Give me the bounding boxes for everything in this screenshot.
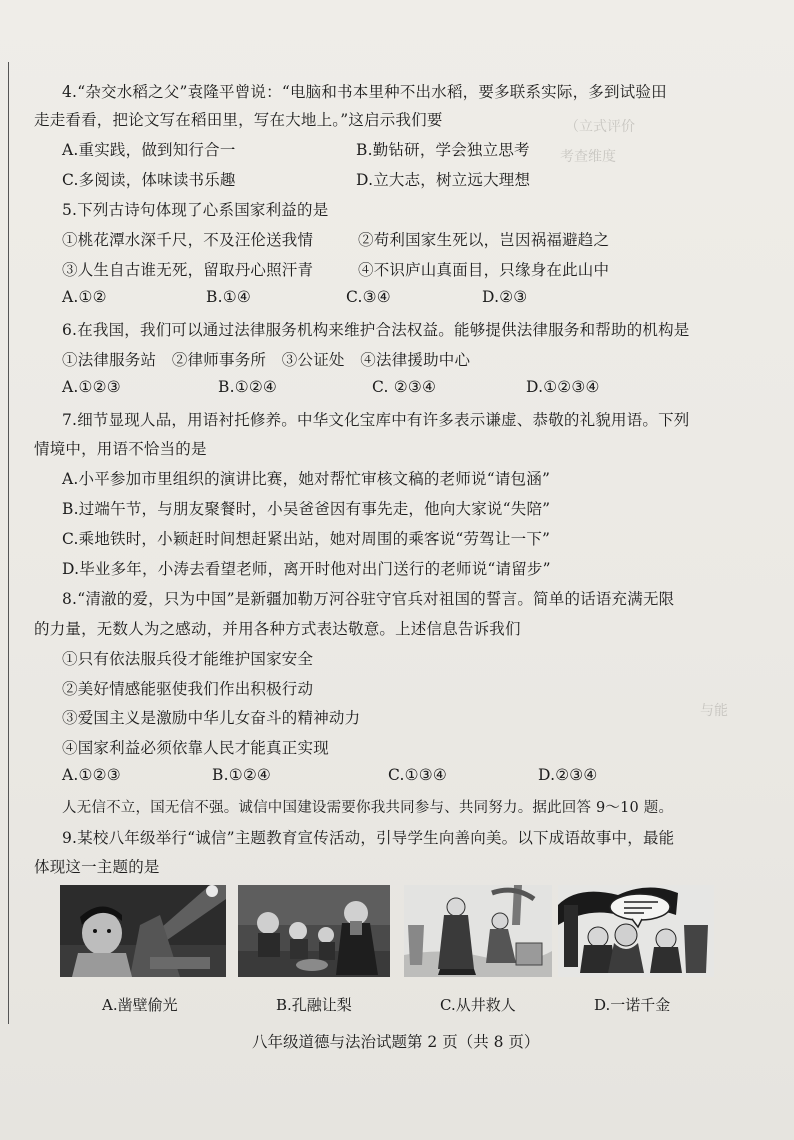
page-footer: 八年级道德与法治试题第 2 页（共 8 页）	[252, 1033, 540, 1051]
q8-stem-line1: 8.“清澈的爱，只为中国”是新疆加勒万河谷驻守官兵对祖国的誓言。简单的话语充满无限	[62, 590, 675, 608]
q4-option-b: B.勤钻研，学会独立思考	[356, 141, 530, 159]
q9-caption-d: D.一诺千金	[594, 996, 671, 1014]
q6-items: ①法律服务站 ②律师事务所 ③公证处 ④法律援助中心	[62, 351, 471, 369]
q5-option-a: A.①②	[62, 288, 107, 306]
q8-item-2: ②美好情感能驱使我们作出积极行动	[62, 680, 314, 698]
binding-margin-line	[8, 62, 9, 1024]
show-through-text: 与能	[700, 703, 728, 719]
q8-item-3: ③爱国主义是激励中华儿女奋斗的精神动力	[62, 709, 361, 727]
q7-option-a: A.小平参加市里组织的演讲比赛，她对帮忙审核文稿的老师说“请包涵”	[62, 470, 551, 488]
q6-option-b: B.①②④	[218, 378, 278, 396]
q8-item-4: ④国家利益必须依靠人民才能真正实现	[62, 739, 329, 757]
show-through-text: （立式评价	[565, 119, 635, 135]
illustration-a-zaobi-touguang	[60, 885, 226, 977]
q7-option-b: B.过端午节，与朋友聚餐时，小吴爸爸因有事先走，他向大家说“失陪”	[62, 500, 551, 518]
q9-stem-line2: 体现这一主题的是	[34, 858, 160, 876]
q5-option-d: D.②③	[482, 288, 528, 306]
q6-option-d: D.①②③④	[526, 378, 600, 396]
q9-caption-a: A.凿壁偷光	[102, 996, 178, 1014]
q9-caption-c: C.从井救人	[440, 996, 516, 1014]
q5-item-4: ④不识庐山真面目，只缘身在此山中	[358, 261, 610, 279]
q8-option-b: B.①②④	[212, 766, 272, 784]
q5-item-2: ②苟利国家生死以，岂因祸福避趋之	[358, 231, 610, 249]
q4-option-c: C.多阅读，体味读书乐趣	[62, 171, 236, 189]
q5-option-b: B.①④	[206, 288, 251, 306]
illustration-c-congjing-jiuren	[404, 885, 552, 977]
q7-option-d: D.毕业多年，小涛去看望老师，离开时他对出门送行的老师说“请留步”	[62, 560, 551, 578]
q5-item-3: ③人生自古谁无死，留取丹心照汗青	[62, 261, 314, 279]
illustration-d-yinuo-qianjin	[558, 885, 714, 977]
q8-stem-line2: 的力量，无数人为之感动，并用各种方式表达敬意。上述信息告诉我们	[34, 620, 521, 638]
q4-option-d: D.立大志，树立远大理想	[356, 171, 531, 189]
intro-9-10: 人无信不立，国无信不强。诚信中国建设需要你我共同参与、共同努力。据此回答 9～10 题。	[62, 800, 674, 816]
q6-stem: 6.在我国，我们可以通过法律服务机构来维护合法权益。能够提供法律服务和帮助的机构是	[62, 321, 690, 339]
show-through-text: 考查维度	[560, 149, 616, 165]
q9-caption-b: B.孔融让梨	[276, 996, 352, 1014]
q8-option-d: D.②③④	[538, 766, 598, 784]
q8-option-a: A.①②③	[62, 766, 121, 784]
q4-stem-line1: 4.“杂交水稻之父”袁隆平曾说：“电脑和书本里种不出水稻，要多联系实际，多到试验田	[62, 83, 667, 101]
q5-option-c: C.③④	[346, 288, 391, 306]
q4-option-a: A.重实践，做到知行合一	[62, 141, 236, 159]
q9-stem-line1: 9.某校八年级举行“诚信”主题教育宣传活动，引导学生向善向美。以下成语故事中，最能	[62, 829, 675, 847]
q6-option-c: C. ②③④	[372, 378, 437, 396]
q8-option-c: C.①③④	[388, 766, 447, 784]
q8-item-1: ①只有依法服兵役才能维护国家安全	[62, 650, 314, 668]
q6-option-a: A.①②③	[62, 378, 121, 396]
q5-item-1: ①桃花潭水深千尺，不及汪伦送我情	[62, 231, 314, 249]
q4-stem-line2: 走走看看，把论文写在稻田里，写在大地上。”这启示我们要	[34, 111, 443, 129]
q7-stem-line1: 7.细节显现人品，用语衬托修养。中华文化宝库中有许多表示谦虚、恭敬的礼貌用语。下列	[62, 411, 690, 429]
illustration-b-kongrong-rangli	[238, 885, 390, 977]
q5-stem: 5.下列古诗句体现了心系国家利益的是	[62, 201, 329, 219]
q7-stem-line2: 情境中，用语不恰当的是	[34, 440, 207, 458]
q7-option-c: C.乘地铁时，小颖赶时间想赶紧出站，她对周围的乘客说“劳驾让一下”	[62, 530, 551, 548]
